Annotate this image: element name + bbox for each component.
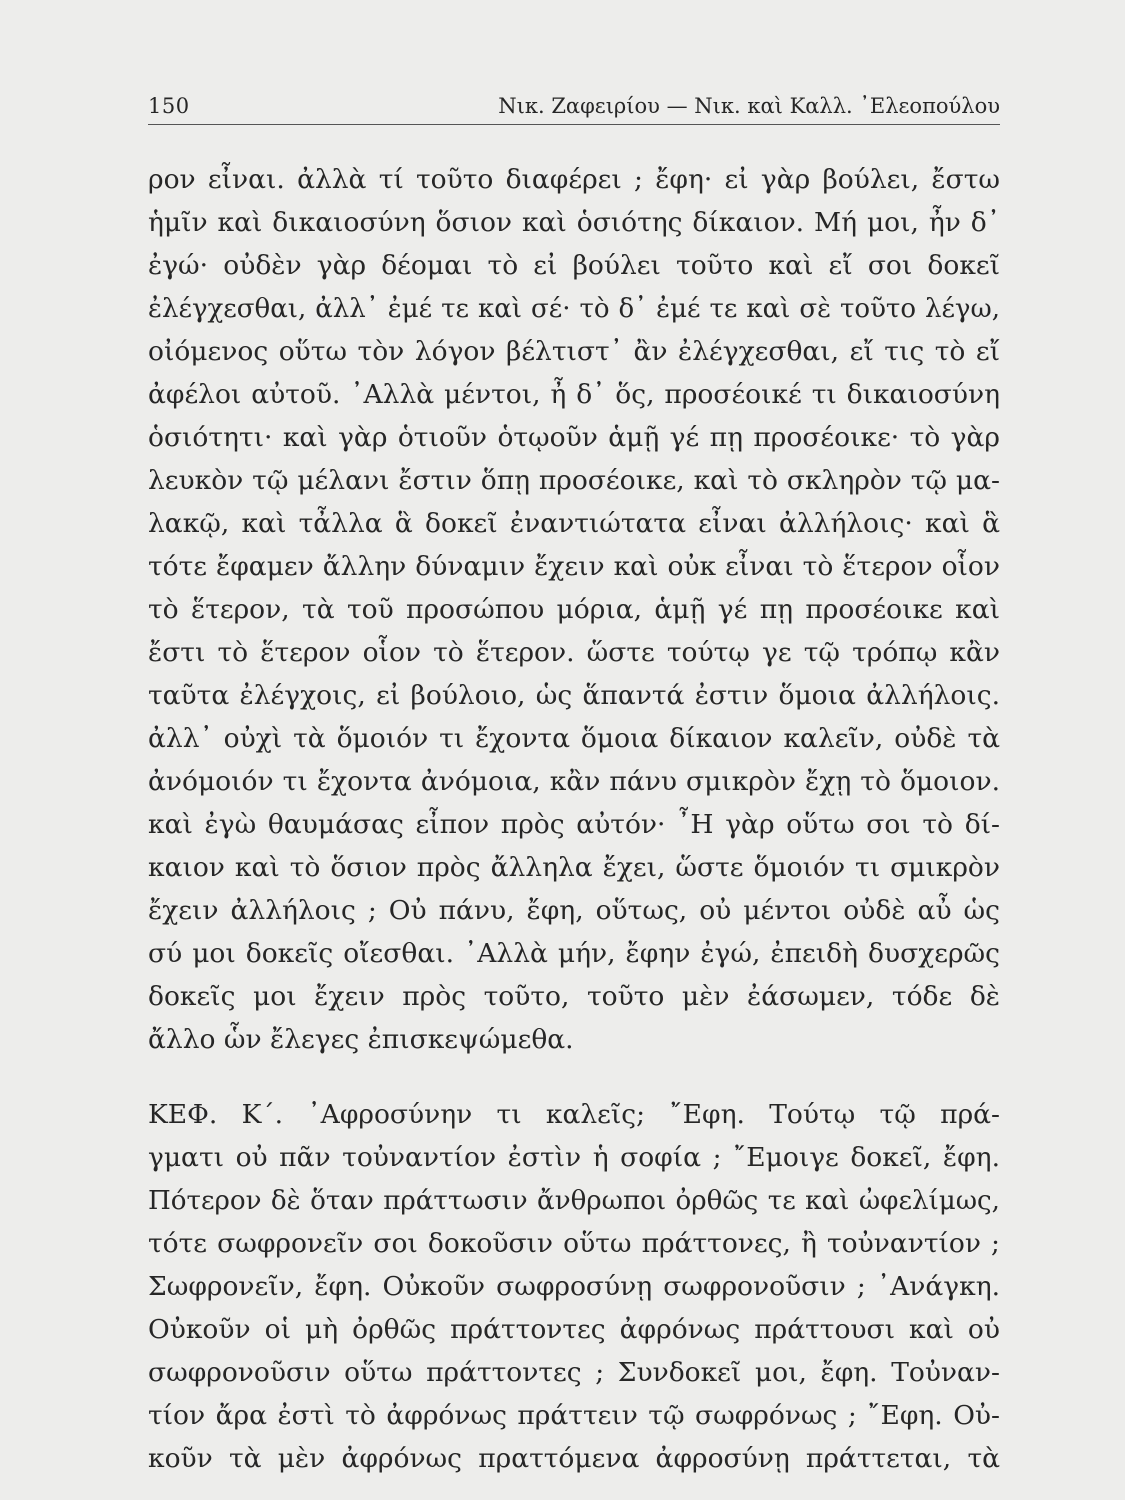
text-line: ἀνόμοιόν τι ἔχοντα ἀνόμοια, κἂν πάνυ σμικρὸν ἔχῃ τὸ ὅμοιον. [148, 766, 1000, 797]
text-line: ἔχειν ἀλλήλοις ; Οὐ πάνυ, ἔφη, οὕτως, οὐ μέντοι οὐδὲ αὖ ὡς [148, 895, 1000, 926]
text-line: σωφρονοῦσιν οὕτω πράττοντες ; Συνδοκεῖ μοι, ἔφη. Τοὐναν- [148, 1357, 1000, 1388]
text-line: ἐγώ· οὐδὲν γὰρ δέομαι τὸ εἰ βούλει τοῦτο καὶ εἴ σοι δοκεῖ [148, 250, 1000, 281]
text-line: Πότερον δὲ ὅταν πράττωσιν ἄνθρωποι ὀρθῶς τε καὶ ὠφελίμως, [148, 1186, 1000, 1216]
text-line: καὶ ἐγὼ θαυμάσας εἶπον πρὸς αὐτόν· ῏Η γὰρ οὕτω σοι τὸ δί- [148, 809, 1000, 840]
text-line: λακῷ, καὶ τἆλλα ἃ δοκεῖ ἐναντιώτατα εἶναι ἀλλήλοις· καὶ ἃ [148, 508, 1000, 539]
text-line: γματι οὐ πᾶν τοὐναντίον ἐστὶν ἡ σοφία ; ῎Εμοιγε δοκεῖ, ἔφη. [148, 1142, 1000, 1173]
chapter-heading-line: ΚΕΦ. Κ΄. ᾿Αφροσύνην τι καλεῖς; ῎Εφη. Τούτῳ τῷ πρά- [148, 1099, 1000, 1130]
text-line: ρον εἶναι. ἀλλὰ τί τοῦτο διαφέρει ; ἔφη· εἰ γὰρ βούλει, ἔστω [148, 164, 1000, 195]
text-line: τότε ἔφαμεν ἄλλην δύναμιν ἔχειν καὶ οὐκ εἶναι τὸ ἕτερον οἷον [148, 551, 1000, 582]
text-line: ἡμῖν καὶ δικαιοσύνη ὅσιον καὶ ὁσιότης δίκαιον. Μή μοι, ἦν δ᾿ [148, 207, 1000, 238]
text-line: Σωφρονεῖν, ἔφη. Οὐκοῦν σωφροσύνῃ σωφρονοῦσιν ; ᾿Ανάγκη. [148, 1271, 1000, 1302]
text-line: λευκὸν τῷ μέλανι ἔστιν ὅπῃ προσέοικε, καὶ τὸ σκληρὸν τῷ μα- [148, 465, 1000, 496]
text-line: ὁσιότητι· καὶ γὰρ ὁτιοῦν ὁτῳοῦν ἁμῇ γέ πῃ προσέοικε· τὸ γὰρ [148, 422, 1000, 453]
text-line: τὸ ἕτερον, τὰ τοῦ προσώπου μόρια, ἁμῇ γέ πῃ προσέοικε καὶ [148, 594, 1000, 625]
text-line: ἐλέγχεσθαι, ἀλλ᾿ ἐμέ τε καὶ σέ· τὸ δ᾿ ἐμέ τε καὶ σὲ τοῦτο λέγω, [148, 294, 1000, 324]
text-line: καιον καὶ τὸ ὅσιον πρὸς ἄλληλα ἔχει, ὥστε ὅμοιόν τι σμικρὸν [148, 852, 1000, 883]
page-number: 150 [148, 94, 190, 118]
text-line: ταῦτα ἐλέγχοις, εἰ βούλοιο, ὡς ἅπαντά ἐστιν ὅμοια ἀλλήλοις. [148, 680, 1000, 711]
text-line: οἰόμενος οὕτω τὸν λόγον βέλτιστ᾿ ἂν ἐλέγχεσθαι, εἴ τις τὸ εἴ [148, 336, 1000, 367]
text-line: τίον ἄρα ἐστὶ τὸ ἀφρόνως πράττειν τῷ σωφρόνως ; ῎Εφη. Οὐ- [148, 1400, 1000, 1431]
text-line: τότε σωφρονεῖν σοι δοκοῦσιν οὕτω πράττονες, ἢ τοὐναντίον ; [148, 1228, 1000, 1259]
text-line: δοκεῖς μοι ἔχειν πρὸς τοῦτο, τοῦτο μὲν ἐάσωμεν, τόδε δὲ [148, 981, 1000, 1012]
text-line: ἔστι τὸ ἕτερον οἷον τὸ ἕτερον. ὥστε τούτῳ γε τῷ τρόπῳ κἂν [148, 637, 1000, 668]
paragraph-end-line: ἄλλο ὧν ἔλεγες ἐπισκεψώμεθα. [148, 1024, 574, 1055]
running-head [148, 88, 1000, 125]
text-line: σύ μοι δοκεῖς οἴεσθαι. ᾿Αλλὰ μήν, ἔφην ἐγώ, ἐπειδὴ δυσχερῶς [148, 938, 1000, 969]
running-head-title: Νικ. Ζαφειρίου — Νικ. καὶ Καλλ. ᾿Ελεοπούλου [498, 94, 1000, 118]
text-line: κοῦν τὰ μὲν ἀφρόνως πραττόμενα ἀφροσύνῃ πράττεται, τὰ [148, 1443, 1000, 1474]
text-line: ἀφέλοι αὐτοῦ. ᾿Αλλὰ μέντοι, ἦ δ᾿ ὅς, προσέοικέ τι δικαιοσύνη [148, 379, 1000, 410]
text-line: ἀλλ᾿ οὐχὶ τὰ ὅμοιόν τι ἔχοντα ὅμοια δίκαιον καλεῖν, οὐδὲ τὰ [148, 723, 1000, 754]
text-line: Οὐκοῦν οἱ μὴ ὀρθῶς πράττοντες ἀφρόνως πράττουσι καὶ οὐ [148, 1314, 1000, 1345]
